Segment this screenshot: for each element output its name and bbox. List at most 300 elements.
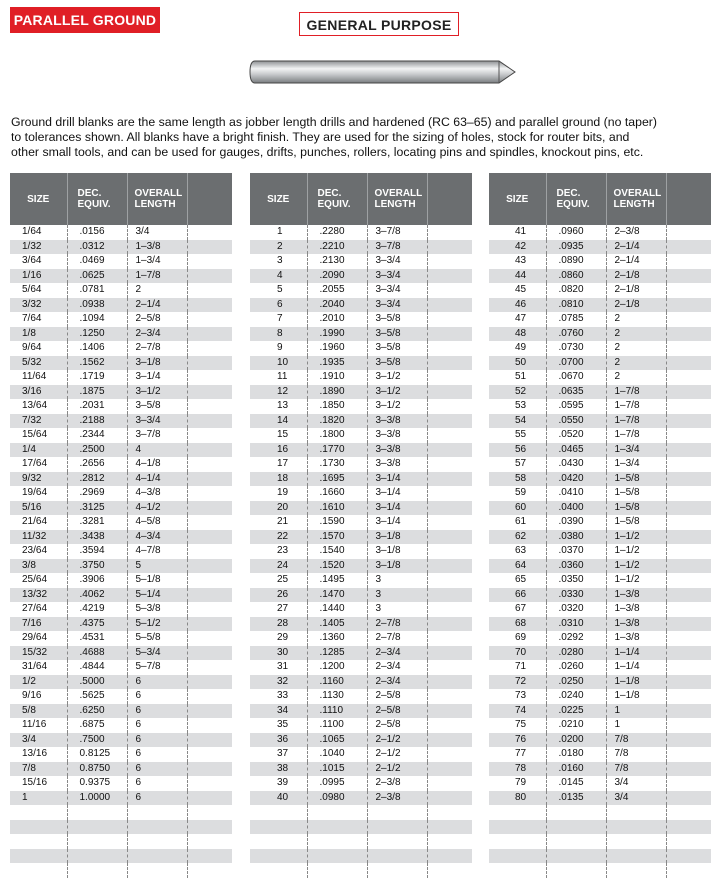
table-row xyxy=(10,689,232,704)
table-row xyxy=(250,573,472,588)
overall-length-cell: 2–3/4 xyxy=(367,675,427,690)
spacer-cell xyxy=(187,733,232,748)
dec-equiv-cell xyxy=(67,805,127,820)
size-cell: 3 xyxy=(250,254,307,269)
table-row xyxy=(10,530,232,545)
spacer-cell xyxy=(666,428,711,443)
spacer-cell xyxy=(427,341,472,356)
overall-length-cell xyxy=(367,849,427,864)
size-cell: 68 xyxy=(489,617,546,632)
dec-equiv-cell: .1470 xyxy=(307,588,367,603)
size-cell: 41 xyxy=(489,225,546,240)
dec-equiv-cell: .0760 xyxy=(546,327,606,342)
overall-length-cell: 5–5/8 xyxy=(127,631,187,646)
table-row xyxy=(250,559,472,574)
purpose-label: GENERAL PURPOSE xyxy=(299,12,459,36)
blank-row xyxy=(250,834,472,849)
table-row xyxy=(489,225,711,240)
overall-length-cell: 2–1/2 xyxy=(367,733,427,748)
size-cell: 7/32 xyxy=(10,414,67,429)
blank-row xyxy=(10,805,232,820)
overall-length-cell: 3–1/2 xyxy=(367,370,427,385)
table-row xyxy=(10,733,232,748)
size-cell: 5/32 xyxy=(10,356,67,371)
spacer-cell xyxy=(187,602,232,617)
dec-equiv-cell: .0520 xyxy=(546,428,606,443)
overall-length-cell: 3–1/2 xyxy=(127,385,187,400)
size-cell: 72 xyxy=(489,675,546,690)
header-spacer xyxy=(187,173,232,225)
table-row xyxy=(250,646,472,661)
spacer-cell xyxy=(427,849,472,864)
size-cell: 46 xyxy=(489,298,546,313)
spacer-cell xyxy=(666,240,711,255)
overall-length-cell: 4–3/8 xyxy=(127,486,187,501)
size-cell: 31/64 xyxy=(10,660,67,675)
size-cell xyxy=(489,820,546,835)
overall-length-cell: 3–1/8 xyxy=(367,559,427,574)
dec-equiv-cell: .1990 xyxy=(307,327,367,342)
size-table-number-1-40 xyxy=(250,173,472,878)
size-cell: 36 xyxy=(250,733,307,748)
dec-equiv-cell: .2040 xyxy=(307,298,367,313)
table-row xyxy=(250,791,472,806)
overall-length-cell: 2–3/8 xyxy=(367,791,427,806)
spacer-cell xyxy=(187,283,232,298)
overall-length-cell: 5–3/4 xyxy=(127,646,187,661)
dec-equiv-cell: .1440 xyxy=(307,602,367,617)
size-cell: 11/16 xyxy=(10,718,67,733)
overall-length-cell: 3–3/8 xyxy=(367,443,427,458)
spacer-cell xyxy=(427,704,472,719)
table-row xyxy=(250,399,472,414)
spacer-cell xyxy=(666,399,711,414)
overall-length-cell: 1–3/8 xyxy=(606,617,666,632)
dec-equiv-cell: .0160 xyxy=(546,762,606,777)
table-row xyxy=(489,443,711,458)
overall-length-cell: 2–5/8 xyxy=(127,312,187,327)
spacer-cell xyxy=(187,298,232,313)
dec-equiv-cell: .0250 xyxy=(546,675,606,690)
overall-length-cell: 3–3/4 xyxy=(367,254,427,269)
dec-equiv-cell: .0320 xyxy=(546,602,606,617)
overall-length-cell: 6 xyxy=(127,747,187,762)
spacer-cell xyxy=(666,414,711,429)
spacer-cell xyxy=(666,602,711,617)
dec-equiv-cell: .0810 xyxy=(546,298,606,313)
table-row xyxy=(10,588,232,603)
spacer-cell xyxy=(427,733,472,748)
dec-equiv-cell: .0145 xyxy=(546,776,606,791)
table-row xyxy=(250,602,472,617)
size-cell: 64 xyxy=(489,559,546,574)
spacer-cell xyxy=(427,718,472,733)
table-row xyxy=(250,486,472,501)
spacer-cell xyxy=(666,733,711,748)
overall-length-cell: 2–3/4 xyxy=(127,327,187,342)
table-row xyxy=(489,791,711,806)
table-row xyxy=(10,385,232,400)
overall-length-cell: 3/4 xyxy=(606,776,666,791)
dec-equiv-cell: .1040 xyxy=(307,747,367,762)
dec-equiv-cell: 0.8125 xyxy=(67,747,127,762)
blank-row xyxy=(489,805,711,820)
table-row xyxy=(250,544,472,559)
header-size: SIZE xyxy=(10,173,67,225)
size-cell: 29/64 xyxy=(10,631,67,646)
table-row xyxy=(489,486,711,501)
size-cell: 58 xyxy=(489,472,546,487)
overall-length-cell: 2–7/8 xyxy=(367,617,427,632)
table-row xyxy=(10,443,232,458)
table-row xyxy=(250,515,472,530)
dec-equiv-cell: .4844 xyxy=(67,660,127,675)
table-row xyxy=(10,414,232,429)
spacer-cell xyxy=(187,776,232,791)
overall-length-cell: 5 xyxy=(127,559,187,574)
spacer-cell xyxy=(187,718,232,733)
dec-equiv-cell: .0260 xyxy=(546,660,606,675)
dec-equiv-cell: .0240 xyxy=(546,689,606,704)
size-cell: 53 xyxy=(489,399,546,414)
size-cell: 15/64 xyxy=(10,428,67,443)
table-row xyxy=(250,733,472,748)
dec-equiv-cell: .4688 xyxy=(67,646,127,661)
header-overall-length: OVERALL LENGTH xyxy=(367,173,427,225)
spacer-cell xyxy=(666,298,711,313)
table-row xyxy=(10,428,232,443)
dec-equiv-cell: .6875 xyxy=(67,718,127,733)
size-cell: 55 xyxy=(489,428,546,443)
table-row xyxy=(489,689,711,704)
size-cell: 50 xyxy=(489,356,546,371)
size-cell xyxy=(10,820,67,835)
dec-equiv-cell: .0730 xyxy=(546,341,606,356)
dec-equiv-cell: .0860 xyxy=(546,269,606,284)
overall-length-cell: 2 xyxy=(606,370,666,385)
table-row xyxy=(250,457,472,472)
dec-equiv-cell: .1800 xyxy=(307,428,367,443)
size-cell: 80 xyxy=(489,791,546,806)
dec-equiv-cell: .4531 xyxy=(67,631,127,646)
spacer-cell xyxy=(187,341,232,356)
overall-length-cell: 6 xyxy=(127,776,187,791)
table-row xyxy=(489,385,711,400)
size-cell: 37 xyxy=(250,747,307,762)
overall-length-cell: 3–1/4 xyxy=(367,501,427,516)
table-row xyxy=(10,399,232,414)
size-cell: 1/8 xyxy=(10,327,67,342)
spacer-cell xyxy=(187,530,232,545)
dec-equiv-cell xyxy=(307,805,367,820)
size-cell: 20 xyxy=(250,501,307,516)
size-cell: 62 xyxy=(489,530,546,545)
blank-row xyxy=(489,834,711,849)
size-cell: 38 xyxy=(250,762,307,777)
size-cell: 30 xyxy=(250,646,307,661)
size-cell xyxy=(250,863,307,878)
size-cell xyxy=(489,849,546,864)
table-row xyxy=(250,660,472,675)
size-cell: 6 xyxy=(250,298,307,313)
dec-equiv-cell: .1200 xyxy=(307,660,367,675)
overall-length-cell: 1–3/8 xyxy=(127,240,187,255)
header-size: SIZE xyxy=(250,173,307,225)
spacer-cell xyxy=(427,776,472,791)
table-row xyxy=(250,631,472,646)
spacer-cell xyxy=(187,457,232,472)
size-table-fractional xyxy=(10,173,232,878)
table-row xyxy=(10,776,232,791)
spacer-cell xyxy=(187,805,232,820)
dec-equiv-cell: .1130 xyxy=(307,689,367,704)
dec-equiv-cell: .1935 xyxy=(307,356,367,371)
table-row xyxy=(489,240,711,255)
spacer-cell xyxy=(187,617,232,632)
dec-equiv-cell xyxy=(307,834,367,849)
spacer-cell xyxy=(187,312,232,327)
overall-length-cell: 3–1/2 xyxy=(367,385,427,400)
size-cell: 7/16 xyxy=(10,617,67,632)
blank-row xyxy=(489,849,711,864)
spacer-cell xyxy=(427,820,472,835)
overall-length-cell: 1–7/8 xyxy=(606,414,666,429)
dec-equiv-cell xyxy=(67,849,127,864)
dec-equiv-cell: .5000 xyxy=(67,675,127,690)
dec-equiv-cell: .3125 xyxy=(67,501,127,516)
overall-length-cell: 1–7/8 xyxy=(606,385,666,400)
dec-equiv-cell: .2969 xyxy=(67,486,127,501)
size-cell: 45 xyxy=(489,283,546,298)
size-cell: 9/16 xyxy=(10,689,67,704)
size-cell: 73 xyxy=(489,689,546,704)
spacer-cell xyxy=(187,689,232,704)
spacer-cell xyxy=(187,356,232,371)
table-row xyxy=(489,254,711,269)
spacer-cell xyxy=(187,849,232,864)
dec-equiv-cell: .1890 xyxy=(307,385,367,400)
dec-equiv-cell: .0420 xyxy=(546,472,606,487)
size-cell: 19/64 xyxy=(10,486,67,501)
overall-length-cell: 3–1/4 xyxy=(367,486,427,501)
overall-length-cell: 1–5/8 xyxy=(606,515,666,530)
spacer-cell xyxy=(187,414,232,429)
dec-equiv-cell xyxy=(546,834,606,849)
size-cell xyxy=(10,834,67,849)
overall-length-cell: 3–1/2 xyxy=(367,399,427,414)
dec-equiv-cell: .0670 xyxy=(546,370,606,385)
spacer-cell xyxy=(427,370,472,385)
overall-length-cell: 3 xyxy=(367,573,427,588)
table-row xyxy=(489,762,711,777)
dec-equiv-cell xyxy=(67,834,127,849)
size-cell: 1/4 xyxy=(10,443,67,458)
table-row xyxy=(10,747,232,762)
dec-equiv-cell: .0292 xyxy=(546,631,606,646)
dec-equiv-cell: .0370 xyxy=(546,544,606,559)
overall-length-cell: 2–1/8 xyxy=(606,269,666,284)
overall-length-cell: 3–7/8 xyxy=(367,240,427,255)
spacer-cell xyxy=(666,486,711,501)
spacer-cell xyxy=(666,385,711,400)
table-row xyxy=(250,225,472,240)
table-row xyxy=(250,254,472,269)
overall-length-cell: 3–5/8 xyxy=(367,356,427,371)
dec-equiv-cell: .0210 xyxy=(546,718,606,733)
spacer-cell xyxy=(666,747,711,762)
overall-length-cell: 6 xyxy=(127,791,187,806)
spacer-cell xyxy=(666,544,711,559)
dec-equiv-cell: .6250 xyxy=(67,704,127,719)
dec-equiv-cell: .1540 xyxy=(307,544,367,559)
table-row xyxy=(250,283,472,298)
dec-equiv-cell xyxy=(67,820,127,835)
description-line: other small tools, and can be used for gauges, drifts, punches, rollers, locating pins and spindles, knockout pins, etc. xyxy=(11,145,644,159)
dec-equiv-cell: .2031 xyxy=(67,399,127,414)
size-cell: 1/64 xyxy=(10,225,67,240)
size-cell: 9/64 xyxy=(10,341,67,356)
size-cell: 3/4 xyxy=(10,733,67,748)
size-cell: 51 xyxy=(489,370,546,385)
spacer-cell xyxy=(427,443,472,458)
dec-equiv-cell: .1065 xyxy=(307,733,367,748)
table-row xyxy=(489,283,711,298)
table-row xyxy=(250,776,472,791)
overall-length-cell: 1–3/8 xyxy=(606,631,666,646)
spacer-cell xyxy=(427,544,472,559)
size-cell: 69 xyxy=(489,631,546,646)
dec-equiv-cell xyxy=(307,820,367,835)
table-row xyxy=(250,617,472,632)
size-cell: 26 xyxy=(250,588,307,603)
table-row xyxy=(10,617,232,632)
blank-row xyxy=(10,863,232,878)
dec-equiv-cell: .0310 xyxy=(546,617,606,632)
size-cell xyxy=(10,863,67,878)
dec-equiv-cell: .0469 xyxy=(67,254,127,269)
dec-equiv-cell: .0980 xyxy=(307,791,367,806)
spacer-cell xyxy=(187,747,232,762)
dec-equiv-cell: 0.8750 xyxy=(67,762,127,777)
overall-length-cell: 1–1/2 xyxy=(606,573,666,588)
overall-length-cell: 2–3/8 xyxy=(367,776,427,791)
spacer-cell xyxy=(427,225,472,240)
dec-equiv-cell: .0700 xyxy=(546,356,606,371)
overall-length-cell: 7/8 xyxy=(606,733,666,748)
spacer-cell xyxy=(666,312,711,327)
spacer-cell xyxy=(666,718,711,733)
table-row xyxy=(250,414,472,429)
overall-length-cell xyxy=(606,805,666,820)
size-table-number-41-80 xyxy=(489,173,711,878)
table-row xyxy=(489,733,711,748)
table-row xyxy=(489,399,711,414)
spacer-cell xyxy=(427,762,472,777)
dec-equiv-cell: .1875 xyxy=(67,385,127,400)
table-row xyxy=(489,617,711,632)
overall-length-cell: 3–3/4 xyxy=(367,298,427,313)
dec-equiv-cell: .0312 xyxy=(67,240,127,255)
size-cell xyxy=(489,863,546,878)
dec-equiv-cell: .0960 xyxy=(546,225,606,240)
dec-equiv-cell: .0330 xyxy=(546,588,606,603)
overall-length-cell: 3–3/4 xyxy=(367,283,427,298)
size-cell: 74 xyxy=(489,704,546,719)
size-cell: 49 xyxy=(489,341,546,356)
overall-length-cell: 5–1/4 xyxy=(127,588,187,603)
spacer-cell xyxy=(187,225,232,240)
overall-length-cell: 4–1/2 xyxy=(127,501,187,516)
spacer-cell xyxy=(666,457,711,472)
dec-equiv-cell: 0.9375 xyxy=(67,776,127,791)
size-cell: 61 xyxy=(489,515,546,530)
size-cell: 14 xyxy=(250,414,307,429)
dec-equiv-cell: .0135 xyxy=(546,791,606,806)
spacer-cell xyxy=(666,472,711,487)
dec-equiv-cell: .0156 xyxy=(67,225,127,240)
spacer-cell xyxy=(187,515,232,530)
dec-equiv-cell xyxy=(67,863,127,878)
overall-length-cell: 2–3/4 xyxy=(367,646,427,661)
spacer-cell xyxy=(427,747,472,762)
dec-equiv-cell: .0390 xyxy=(546,515,606,530)
spacer-cell xyxy=(187,820,232,835)
dec-equiv-cell: .1100 xyxy=(307,718,367,733)
spacer-cell xyxy=(666,863,711,878)
dec-equiv-cell: .2090 xyxy=(307,269,367,284)
dec-equiv-cell: .2210 xyxy=(307,240,367,255)
overall-length-cell xyxy=(606,863,666,878)
dec-equiv-cell: .1910 xyxy=(307,370,367,385)
overall-length-cell: 4–7/8 xyxy=(127,544,187,559)
spacer-cell xyxy=(187,240,232,255)
dec-equiv-cell xyxy=(307,863,367,878)
size-cell: 5/8 xyxy=(10,704,67,719)
blank-row xyxy=(10,849,232,864)
overall-length-cell: 3–3/8 xyxy=(367,414,427,429)
spacer-cell xyxy=(187,675,232,690)
size-cell: 13/16 xyxy=(10,747,67,762)
overall-length-cell: 3/4 xyxy=(606,791,666,806)
spacer-cell xyxy=(666,704,711,719)
table-row xyxy=(250,689,472,704)
overall-length-cell xyxy=(367,863,427,878)
spacer-cell xyxy=(666,327,711,342)
dec-equiv-cell: .2500 xyxy=(67,443,127,458)
dec-equiv-cell: .1495 xyxy=(307,573,367,588)
table-row xyxy=(250,298,472,313)
overall-length-cell: 1–3/4 xyxy=(606,457,666,472)
header-dec-equiv: DEC. EQUIV. xyxy=(67,173,127,225)
overall-length-cell: 3–3/4 xyxy=(127,414,187,429)
spacer-cell xyxy=(666,849,711,864)
table-row xyxy=(489,370,711,385)
dec-equiv-cell: .2656 xyxy=(67,457,127,472)
size-cell: 23 xyxy=(250,544,307,559)
dec-equiv-cell xyxy=(307,849,367,864)
overall-length-cell: 1–1/4 xyxy=(606,646,666,661)
spacer-cell xyxy=(187,399,232,414)
table-row xyxy=(489,704,711,719)
table-row xyxy=(10,675,232,690)
table-row xyxy=(10,356,232,371)
size-cell: 29 xyxy=(250,631,307,646)
spacer-cell xyxy=(187,544,232,559)
table-row xyxy=(250,240,472,255)
size-cell: 35 xyxy=(250,718,307,733)
table-row xyxy=(489,515,711,530)
overall-length-cell: 3–5/8 xyxy=(367,312,427,327)
